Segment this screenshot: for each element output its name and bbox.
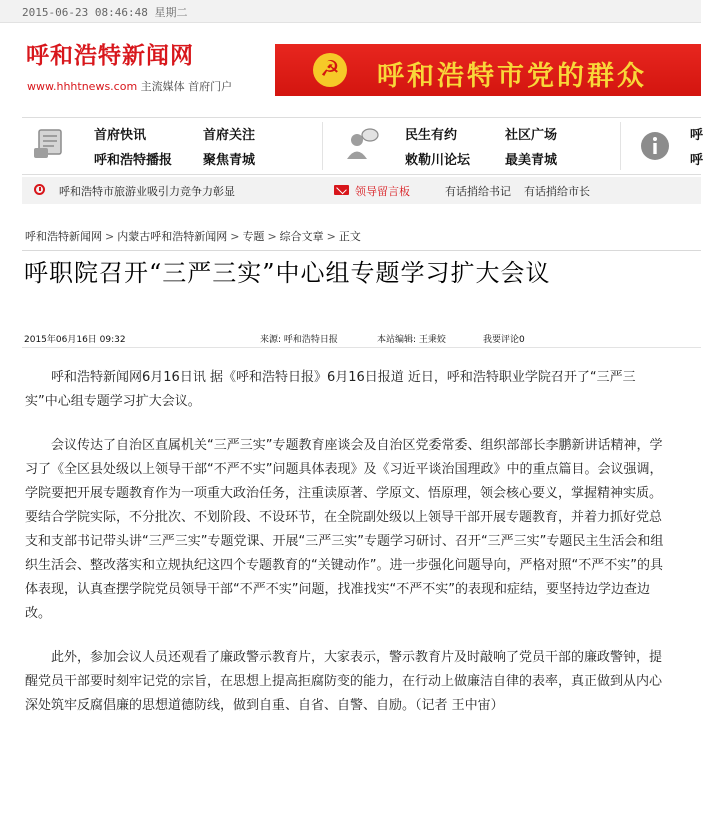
divider xyxy=(22,250,701,251)
divider xyxy=(22,347,701,348)
nav-link-shoufu-kuaixun[interactable]: 首府快讯 xyxy=(94,128,147,143)
breadcrumb-separator: > xyxy=(105,230,115,243)
banner-text: 呼和浩特市党的群众 xyxy=(377,61,647,92)
tagline-text: 主流媒体 首府门户 xyxy=(137,80,233,93)
article-paragraph: 会议传达了自治区直属机关“三严三实”专题教育座谈会及自治区党委常委、组织部部长李鹏新讲话精神，学习了《全区县处级以上领导干部“不严不实”问题具体表现》及《习近平谈治国理政》中的重点篇目。会议强调，学院要把开展专题教育作为一项重大政治任务，注重读原著、学原文、悟原理，领会核心要义，掌握精神实质。要结合学院实际，不分批次、不划阶段、不设环节，在全院副处级以上领导干部开展专题教育，并着力抓好党总支和支部书记带头讲“三严三实”专题党课、开展“三严三实”专题学习研讨、召开“三严三实”专题民主生活会和组织生活会、整改落实和立规执纪这四个专题教育的“关键动作”。进一步强化问题导向，严格对照“不严不实”的具体表现，认真查摆学院党员领导干部“不严不实”问题，找准找实“不严不实”的表现和症结，要坚持边学边查边改。 xyxy=(25,438,664,621)
nav-divider xyxy=(322,122,323,170)
article-editor: 本站编辑: 王秉姣 xyxy=(377,335,446,345)
article-source: 来源: 呼和浩特日报 xyxy=(260,335,338,345)
message-to-mayor-link[interactable]: 有话捎给市长 xyxy=(524,185,590,198)
breadcrumb-separator: > xyxy=(267,230,277,243)
breadcrumb-item[interactable]: 内蒙古呼和浩特新闻网 xyxy=(117,230,228,243)
article-title: 呼职院召开“三严三实”中心组专题学习扩大会议 xyxy=(24,259,551,287)
ticker-news-link[interactable]: 呼和浩特市旅游业吸引力竞争力彰显 xyxy=(59,185,235,198)
breadcrumb-item[interactable]: 呼和浩特新闻网 xyxy=(25,230,102,243)
nav-link-hu-1[interactable]: 呼 xyxy=(690,128,703,143)
hammer-sickle-icon: ☭ xyxy=(313,53,347,87)
article-paragraph: 此外，参加会议人员还观看了廉政警示教育片，大家表示，警示教育片及时敲响了党员干部的廉政警钟，提醒党员干部要时刻牢记党的宗旨，在思想上提高拒腐防变的能力，在行动上做廉洁自律的表率，真正做到从内心深处筑牢反腐倡廉的思想道德防线，做到自重、自省、自警、自励。（记者 王中宙） xyxy=(25,650,663,713)
user-speech-icon xyxy=(344,126,380,162)
document-icon xyxy=(30,126,66,162)
party-banner[interactable] xyxy=(275,44,701,96)
breadcrumb-separator: > xyxy=(326,230,336,243)
nav-link-chilechuan-luntan[interactable]: 敕勒川论坛 xyxy=(405,153,471,168)
nav-divider xyxy=(620,122,621,170)
article-date: 2015年06月16日 09:32 xyxy=(24,335,126,345)
comment-link[interactable]: 我要评论0 xyxy=(483,335,525,345)
nav-link-shequ-guangchang[interactable]: 社区广场 xyxy=(505,128,558,143)
nav-link-jujiao-qingcheng[interactable]: 聚焦青城 xyxy=(203,153,256,168)
site-logo[interactable]: 呼和浩特新闻网 xyxy=(26,43,194,69)
nav-link-minsheng-youyue[interactable]: 民生有约 xyxy=(405,128,458,143)
site-domain[interactable]: www.hhhtnews.com xyxy=(27,80,138,93)
breadcrumb-item[interactable]: 综合文章 xyxy=(279,230,324,243)
info-icon xyxy=(639,130,671,162)
mail-icon xyxy=(334,185,349,195)
nav-link-huhehaote-bobao[interactable]: 呼和浩特播报 xyxy=(94,153,173,168)
breadcrumb xyxy=(25,228,361,244)
clock-icon xyxy=(34,184,45,195)
leader-message-board-link[interactable]: 领导留言板 xyxy=(355,185,410,198)
nav-link-hu-2[interactable]: 呼 xyxy=(690,153,703,168)
main-nav xyxy=(22,117,701,175)
news-ticker xyxy=(22,177,701,204)
article-paragraph: 呼和浩特新闻网6月16日讯 据《呼和浩特日报》6月16日报道 近日，呼和浩特职业学院召开了“三严三实”中心组专题学习扩大会议。 xyxy=(25,370,636,409)
top-date-bar xyxy=(0,0,701,23)
article-body xyxy=(25,366,665,738)
breadcrumb-item-current: 正文 xyxy=(338,230,361,243)
breadcrumb-item[interactable]: 专题 xyxy=(242,230,265,243)
site-tagline xyxy=(27,78,232,94)
breadcrumb-separator: > xyxy=(230,230,240,243)
current-datetime: 2015-06-23 08:46:48 星期二 xyxy=(22,6,188,19)
nav-link-zuimei-qingcheng[interactable]: 最美青城 xyxy=(505,153,558,168)
message-to-secretary-link[interactable]: 有话捎给书记 xyxy=(445,185,511,198)
nav-link-shoufu-guanzhu[interactable]: 首府关注 xyxy=(203,128,256,143)
